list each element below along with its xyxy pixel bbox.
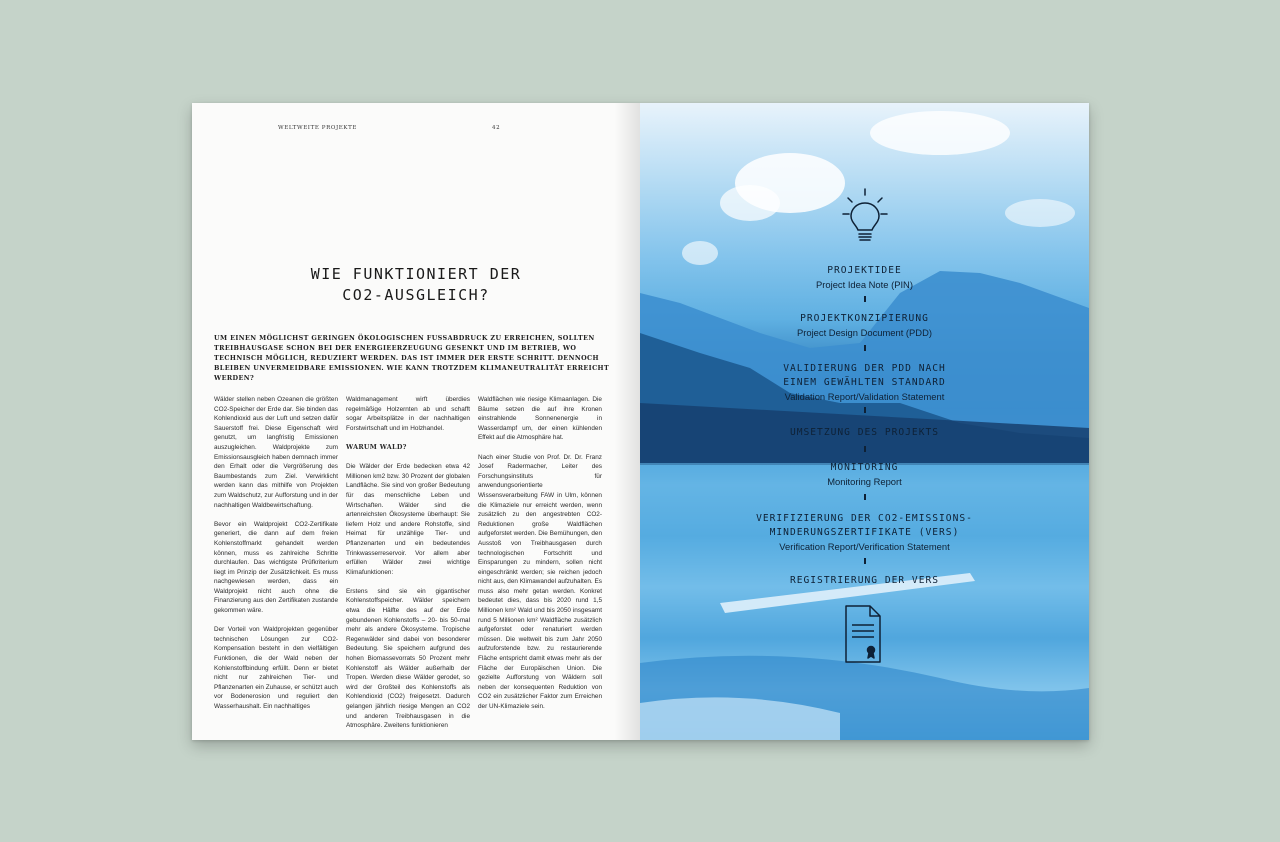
flow-connector (864, 446, 866, 452)
flow-connector (864, 494, 866, 500)
left-page (192, 103, 640, 740)
flow-connector (864, 407, 866, 413)
flow-step-project-idea (640, 264, 1089, 291)
magazine-spread (192, 103, 1089, 740)
certificate-icon (843, 603, 883, 665)
text-column-1 (214, 395, 338, 721)
step-subtitle: Monitoring Report (827, 476, 902, 487)
title-line-1: WIE FUNKTIONIERT DER (310, 265, 522, 283)
step-title: VERIFIZIERUNG DER CO2-EMISSIONS- (756, 513, 973, 524)
cloud (682, 241, 718, 265)
cloud (720, 185, 780, 221)
paragraph: Bevor ein Waldprojekt CO2-Zertifikate generiert, die dann auf dem freien Kohlenstoffmarkt gehandelt werden können, muss es zahlreiche Schritte durchlaufen. Das wichtigste Prüfkriterium liegt im Prinzip der Zusätzlichkeit. Es muss nachgewiesen werden, dass ein Waldprojekt nicht auch ohne die Finanzierung aus den Zertifikaten zustande gekommen wäre. (214, 520, 338, 615)
step-title: PROJEKTIDEE (827, 265, 902, 276)
text-column-2 (346, 395, 470, 740)
paragraph: Waldflächen wie riesige Klimaanlagen. Die Bäume setzen die auf ihre Kronen einstrahlende Sonnenenergie in Wasserdampf um, der einen kühlenden Effekt auf die Atmosphäre hat. (478, 396, 602, 442)
step-title-line-2: MINDERUNGSZERTIFIKATE (VERS) (769, 527, 960, 538)
flow-step-monitoring (640, 461, 1089, 488)
flow-step-registration (640, 574, 1089, 588)
flow-step-validation (640, 362, 1089, 403)
page-number: 42 (492, 125, 501, 131)
paragraph: Erstens sind sie ein gigantischer Kohlenstoffspeicher. Wälder speichern etwa die Hälfte des auf der Erde gebundenen Kohlenstoffs – 20- bis 50-mal mehr als andere Ökosysteme. Tropische Regenwälder sind dabei von besonderer Bedeutung. Sie speichern aufgrund des hohen Biomassevorrats 50 Prozent mehr Kohlenstoff als Wälder außerhalb der Tropen. Werden diese Wälder gerodet, so wird der Großteil des Kohlenstoffs als Kohlendioxid (CO2) freigesetzt. Dadurch gelangen jährlich riesige Mengen an CO2 und anderen Treibhausgasen in die Atmosphäre. Zweitens funktionieren (346, 587, 470, 730)
step-title: VALIDIERUNG DER PDD NACH (783, 363, 946, 374)
flow-connector (864, 558, 866, 564)
paragraph: Wälder stellen neben Ozeanen die größten CO2-Speicher der Erde dar. Sie binden das Kohlendioxid aus der Luft und setzen dafür Sauerstoff frei. Diese Eigenschaft wird genutzt, um langfristig Emissionen auszugleichen. Waldprojekte zum Emissionsausgleich haben demnach immer den Erhalt oder die Vergrößerung des Baumbestands zum Ziel. Verwirklicht werden kann das mithilfe von Projekten zum Waldschutz, zur Aufforstung und in der nachhaltigen Waldbewirtschaftung. (214, 396, 338, 509)
flow-connector (864, 296, 866, 302)
paragraph: Nach einer Studie von Prof. Dr. Dr. Franz Josef Radermacher, Leiter des Forschungsinstituts für anwendungsorientierte Wissensverarbeitung FAW in Ulm, können die Klimaziele nur erreicht werden, wenn zusätzlich zu den angestrebten CO2-Reduktionen große Waldflächen aufgeforstet werden. Die Bemühungen, den Ausstoß von Treibhausgasen durch technologischen Fortschritt und Einsparungen zu mindern, sollen nicht eingeschränkt werden; sie reichen jedoch nicht aus, den Klimawandel aufzuhalten. Es muss also mehr getan werden. Konkret bedeutet dies, dass bis 2020 rund 1,5 Millionen km² Wald und bis 2050 insgesamt rund 5 Millionen km² Waldfläche zusätzlich aufgeforstet oder renaturiert werden müssen. Die weltweit bis zum Jahr 2050 aufzuforstende bzw. zu restaurierende Fläche entspricht damit etwas mehr als der Fläche der Europäischen Union. Die gezielte Aufforstung von Wäldern soll neben der konsequenten Reduktion von CO2 ein zusätzlicher Faktor zum Erreichen der UN-Klimaziele sein. (478, 453, 602, 710)
flow-step-project-design (640, 312, 1089, 339)
step-title: MONITORING (830, 462, 899, 473)
cloud (870, 111, 1010, 155)
flow-connector (864, 345, 866, 351)
cloud (1005, 199, 1075, 227)
lead-paragraph: UM EINEN MÖGLICHST GERINGEN ÖKOLOGISCHEN FUSSABDRUCK ZU ERREICHEN, SOLLTEN TREIBHAUSGASE SCHON BEI DER ENERGIEERZEUGUNG GESENKT UND IM BETRIEB, WO TECHNISCH MÖGLICH, REDUZIERT WERDEN. DAS IST IMMER DER ERSTE SCHRITT. DENNOCH BLEIBEN UNVERMEIDBARE EMISSIONEN. WIE KANN TROTZDEM KLIMANEUTRALITÄT ERREICHT WERDEN? (214, 334, 610, 382)
flow-step-implementation (640, 426, 1089, 440)
title-line-2: CO2-AUSGLEICH? (342, 286, 490, 304)
header-section: WELTWEITE PROJEKTE (278, 125, 357, 131)
step-title: PROJEKTKONZIPIERUNG (800, 313, 929, 324)
step-title: UMSETZUNG DES PROJEKTS (789, 427, 940, 438)
lightbulb-icon (835, 185, 895, 245)
step-subtitle: Validation Report/Validation Statement (784, 391, 945, 402)
section-heading: WARUM WALD? (346, 442, 407, 451)
paragraph: Waldmanagement wirft überdies regelmäßige Holzernten ab und schafft sogar Arbeitsplätze in der nachhaltigen Forstwirtschaft und im Holzhandel. (346, 396, 470, 432)
step-subtitle: Project Design Document (PDD) (797, 327, 932, 338)
step-title-line-2: EINEM GEWÄHLTEN STANDARD (783, 377, 946, 388)
paragraph: Die Wälder der Erde bedecken etwa 42 Millionen km2 bzw. 30 Prozent der globalen Landfläche. Sie sind von großer Bedeutung für das menschliche Leben und Wirtschaften. Wälder sind die artenreichsten Ökosysteme überhaupt: Sie liefern Holz und andere Rohstoffe, sind Heimat für unzählige Tier- und Pflanzenarten und ein bedeutendes Trinkwasserreservoir. Vor allem aber erfüllen Wälder zwei wichtige Klimafunktionen: (346, 463, 470, 576)
right-page (640, 103, 1089, 740)
step-subtitle: Project Idea Note (PIN) (816, 279, 913, 290)
article-title (192, 264, 640, 306)
running-header (278, 125, 568, 131)
flow-step-verification (640, 512, 1089, 553)
step-title: REGISTRIERUNG DER VERS (789, 575, 940, 586)
text-column-3 (478, 395, 602, 721)
step-subtitle: Verification Report/Verification Statement (779, 541, 950, 552)
paragraph: Der Vorteil von Waldprojekten gegenüber technischen Lösungen zur CO2-Kompensation besteht in den vielfältigen Funktionen, die der Wald neben der Kohlenstoffbindung erfüllt. Denn er bietet nicht nur zahlreichen Tier- und Pflanzenarten ein Zuhause, er schützt auch vor Bodenerosion und reguliert den Wasserhaushalt. Ein nachhaltiges (214, 626, 338, 710)
